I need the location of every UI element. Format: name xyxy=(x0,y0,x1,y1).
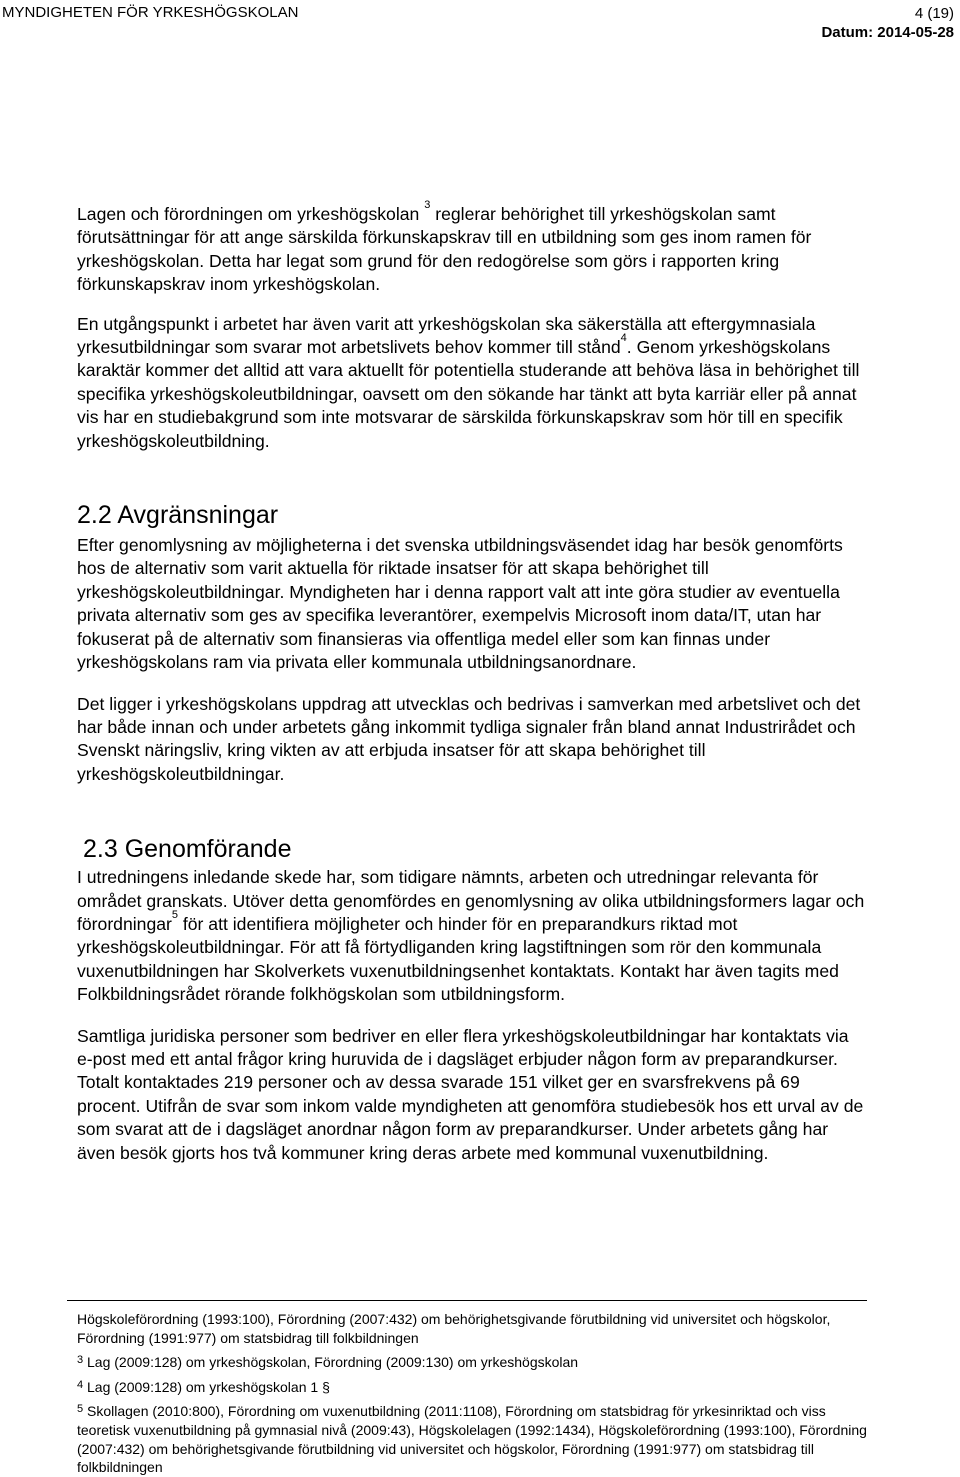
footnotes xyxy=(77,1299,867,1477)
footnote-text: Lag (2009:128) om yrkeshögskolan 1 xyxy=(87,1378,319,1395)
footnote-ref-5[interactable]: 5 xyxy=(171,908,178,921)
text-span: reglerar behörighet till yrkeshögskolan samt förutsättningar för att ange särskilda förkunskapskrav till en utbildning som ges inom ramen för yrkeshögskolan. Detta har legat som grund för den redogörelse som görs i rapporten kring förkunskapskrav inom yrkeshögskolan. xyxy=(77,204,812,295)
paragraph-delimitations: Efter genomlysning av möjligheterna i det svenska utbildningsväsendet idag har besök genomförts hos de alternativ som varit aktuella för riktade insatser för att skapa behörighet till yrkeshögskoleutbildningar. Myndigheten har i denna rapport valt att inte göra studier av eventuella privata alternativ som ges av specifika leverantörer, exempelvis Microsoft inom data/IT, utan har fokuserat på de alternativ som finansieras via offentliga medel eller som kan finnas under yrkeshögskolans ram via privata eller kommunala utbildningsanordnare. xyxy=(77,535,843,673)
footnote-number: 5 xyxy=(77,1403,84,1416)
section-sign-icon: § xyxy=(322,1378,330,1395)
paragraph-assignment: Det ligger i yrkeshögskolans uppdrag att utvecklas och bedrivas i samverkan med arbetslivet och det har både innan och under arbetets gång inkommit tydliga signaler från bland annat Industrirådet och Svenskt näringsliv, kring vikten av att erbjuda insatser för att skapa behörighet till yrkeshögskoleutbildningar. xyxy=(77,693,861,784)
footnote-number: 3 xyxy=(77,1354,84,1367)
document-date: Datum: 2014-05-28 xyxy=(821,24,954,41)
section-heading-2-3: 2.3 Genomförande xyxy=(83,835,292,864)
text-span: . Genom yrkeshögskolans karaktär kommer det alltid att vara aktuellt för potentiella studerande att behöva läsa in behörighet till specifika yrkeshögskoleutbildningar, oavsett om den sökande har tänkt att byta karriär eller på annat vis har en studiebakgrund som inte motsvarar de särskilda förkunskapskrav som hör till en specifik yrkeshögskoleutbildning. xyxy=(77,337,860,451)
paragraph-survey: Samtliga juridiska personer som bedriver en eller flera yrkeshögskoleutbildningar har kontaktats via e-post med ett antal frågor kring huruvida de i dagsläget erbjuder någon form av preparandkurser. Totalt kontaktades 219 personer och av dessa svarade 151 vilket ger en svarsfrekvens på 69 procent. Utifrån de svar som inkom valde myndigheten att genomföra studiebesök hos ett urval av de som svarat att de i dagsläget anordnar någon form av preparandkurser. Under arbetets gång har även besök gjorts hos två kommuner kring deras arbete med kommunal vuxenutbildning. xyxy=(77,1025,864,1163)
footnote-3 xyxy=(77,1353,867,1372)
text-span: En utgångspunkt i arbetet har även varit att yrkeshögskolan ska säkerställa att eftergymnasiala yrkesutbildningar som svarar mot arbetslivets behov kommer till stånd xyxy=(77,313,816,358)
section-heading-2-2: 2.2 Avgränsningar xyxy=(77,501,279,530)
text-span: Lagen och förordningen om yrkeshögskolan xyxy=(77,204,425,224)
header-meta xyxy=(821,4,954,42)
paragraph-starting-point xyxy=(77,313,867,453)
footnote-2: Högskoleförordning (1993:100), Förordning (2007:432) om behörighetsgivande förutbildning vid universitet och högskolor, Förordning (1991:977) om statsbidrag till folkbildningen xyxy=(77,1311,831,1346)
text-span: I utredningens inledande skede har, som tidigare nämnts, arbeten och utredningar relevanta för området granskats. Utöver detta genomfördes en genomlysning av olika utbildningsformers lagar och förordningar xyxy=(77,867,865,934)
footnote-ref-3[interactable]: 3 xyxy=(424,199,431,211)
footnote-text: Lag (2009:128) om yrkeshögskolan, Förordning (2009:130) om yrkeshögskolan xyxy=(87,1354,579,1371)
footnote-ref-4[interactable]: 4 xyxy=(620,332,627,345)
footnote-text: Skollagen (2010:800), Förordning om vuxenutbildning (2011:1108), Förordning om statsbidrag för yrkesinriktad och viss teoretisk vuxenutbildning på gymnasial nivå (2009:43), Högskolelagen (1992:1434), Högskoleförordning (1993:100), Förordning (2007:432) om behörighetsgivande förutbildning vid universitet och högskolor, Förordning (1991:977) om statsbidrag till folkbildningen xyxy=(77,1403,867,1476)
page-number: 4 (19) xyxy=(914,5,954,22)
footnote-5 xyxy=(77,1402,867,1476)
document-body xyxy=(77,199,867,1165)
paragraph-law-intro xyxy=(77,199,867,297)
paragraph-implementation xyxy=(77,866,867,1006)
text-span: för att identifiera möjligheter och hinder för en preparandkurs riktad mot yrkeshögskoleutbildningar. För att få förtydliganden kring lagstiftningen som rör den kommunala vuxenutbildningen har Skolverkets vuxenutbildningsenhet kontaktats. Kontakt har även tagits med Folkbildningsrådet rörande folkhögskolan som utbildningsform. xyxy=(77,913,839,1005)
footnote-number: 4 xyxy=(77,1378,84,1391)
footnote-4 xyxy=(77,1378,867,1397)
header-organization: MYNDIGHETEN FÖR YRKESHÖGSKOLAN xyxy=(2,4,299,21)
